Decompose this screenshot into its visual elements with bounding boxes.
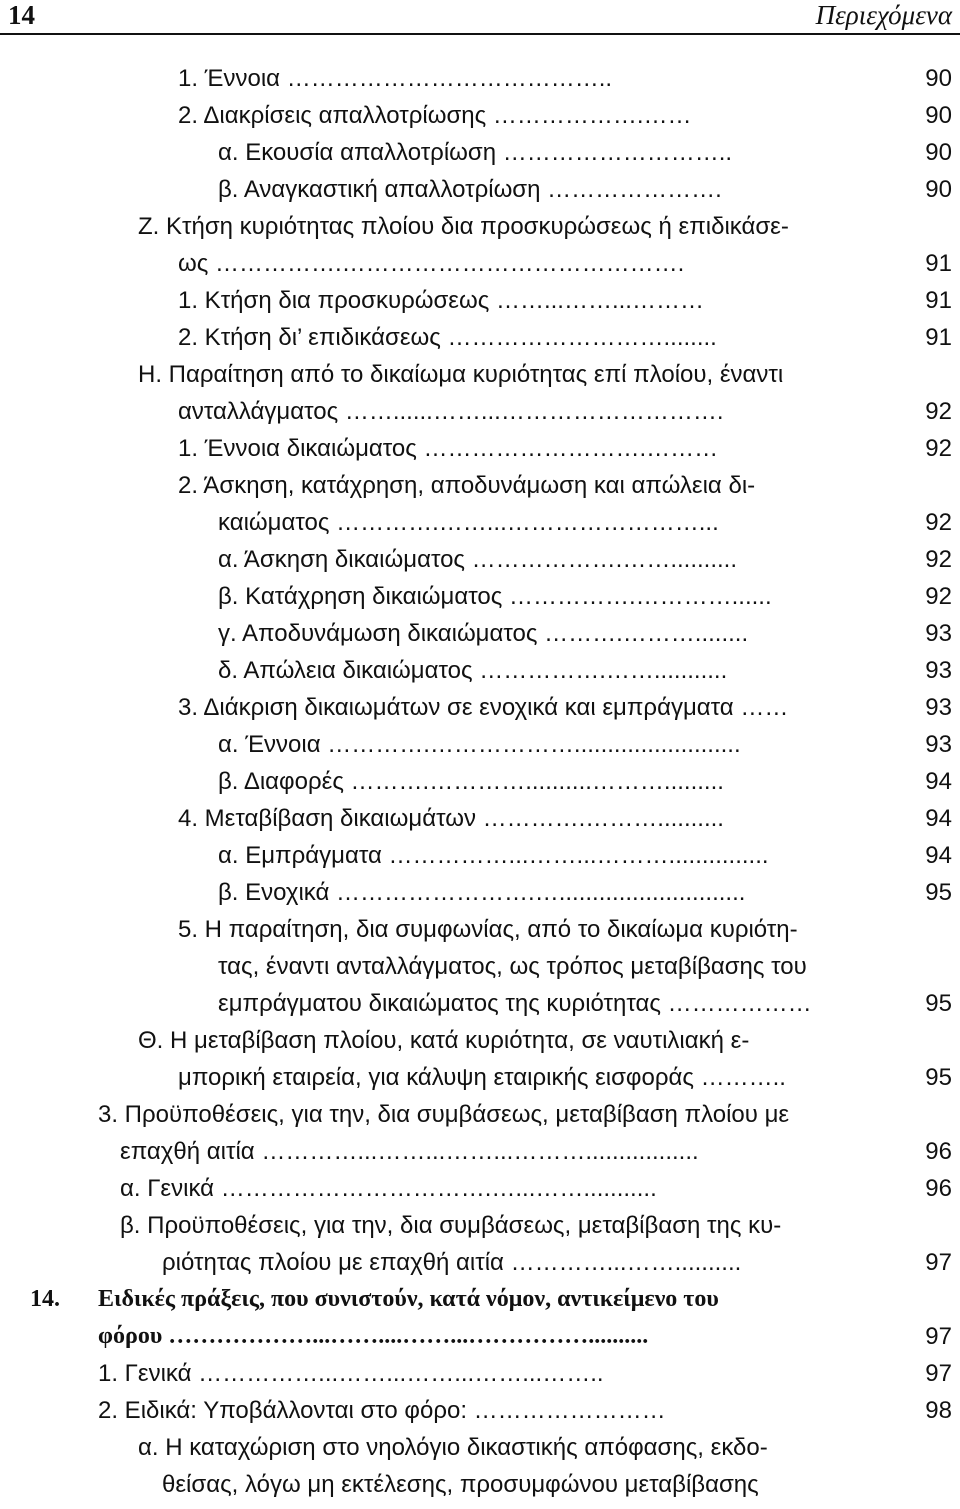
toc-entry [0,1244,960,1281]
toc-entry-text: καιώματος ………….……...……………………... [218,509,719,536]
toc-entry-page: 90 [925,65,952,92]
toc-entry [0,171,960,208]
toc-entry-text: α. Άσκηση δικαιώματος ……………….…….......... [218,546,738,573]
toc-entry-page: 93 [925,731,952,758]
toc-entry-text: 3. Διάκριση δικαιωμάτων σε ενοχικά και εμπράγματα …… [178,694,789,721]
toc-entry [0,578,960,615]
toc-entry-text: α. Η καταχώριση στο νηολόγιο δικαστικής απόφασης, εκδο- [138,1434,768,1461]
toc-entry-text: Ζ. Κτήση κυριότητας πλοίου δια προσκυρώσεως ή επιδικάσε- [138,213,789,240]
toc-entry [0,1429,960,1466]
toc-entry-page: 92 [925,583,952,610]
toc-entry [0,356,960,393]
toc-entry [0,467,960,504]
toc-entry-text: 4. Μεταβίβαση δικαιωμάτων ………….……….......... [178,805,724,832]
toc-entry-text: 2. Ειδικά: Υποβάλλονται στο φόρο: …………………… [98,1397,666,1424]
toc-entry-text: β. Κατάχρηση δικαιώματος …………….…………...... [218,583,772,610]
toc-entry [0,1318,960,1355]
toc-entry-text: α. Έννοια ………….………………......................... [218,731,741,758]
page-number: 14 [8,0,35,30]
toc-entry-text: δ. Απώλεια δικαιώματος …………….……........... [218,657,728,684]
toc-entry-text: τας, έναντι ανταλλάγματος, ως τρόπος μεταβίβασης του [218,953,807,980]
toc-entry-text: ως …………….……………………………………. [178,250,685,277]
toc-entry [0,60,960,97]
running-title: Περιεχόμενα [815,0,952,30]
toc-entry-text: Η. Παραίτηση από το δικαίωμα κυριότητας επί πλοίου, έναντι [138,361,784,388]
toc-entry-page: 93 [925,620,952,647]
toc-entry [0,97,960,134]
toc-entry [0,1059,960,1096]
toc-entry [0,1096,960,1133]
toc-entry [0,319,960,356]
toc-entry-page: 95 [925,879,952,906]
toc-entry [0,911,960,948]
toc-entry-page: 90 [925,102,952,129]
toc-entry-page: 97 [925,1323,952,1350]
toc-entry-page: 92 [925,509,952,536]
toc-entry [0,689,960,726]
toc-entry [0,134,960,171]
toc-entry [0,874,960,911]
toc-entry [0,393,960,430]
toc-entry-text: μπορική εταιρεία, για κάλυψη εταιρικής εισφοράς ……….. [178,1064,786,1091]
toc-entry-page: 96 [925,1175,952,1202]
toc-entry [0,430,960,467]
toc-entry-text: β. Προϋποθέσεις, για την, δια συμβάσεως, μεταβίβαση της κυ- [120,1212,782,1239]
toc-entry-text: Θ. Η μεταβίβαση πλοίου, κατά κυριότητα, σε ναυτιλιακή ε- [138,1027,750,1054]
toc-entry [0,1466,960,1503]
toc-entry [0,1170,960,1207]
toc-entry-text: α. Γενικά …………………………….…...……........... [120,1175,657,1202]
toc-entry [0,1355,960,1392]
toc-entry [0,652,960,689]
toc-entry [0,615,960,652]
toc-entry-page: 92 [925,546,952,573]
toc-entry [0,837,960,874]
toc-entry-page: 92 [925,398,952,425]
toc-entry-page: 91 [925,324,952,351]
toc-entry [0,1392,960,1429]
toc-entry-text: 2. Κτήση δι’ επιδικάσεως ………………………........ [178,324,717,351]
toc-entry-text: ανταλλάγματος ……......……...………………………. [178,398,724,425]
toc-entry [0,763,960,800]
toc-entry-text: β. Ενοχικά …………………….…............................ [218,879,746,906]
toc-entry [0,800,960,837]
toc-entry-page: 97 [925,1249,952,1276]
toc-entry-text: β. Αναγκαστική απαλλοτρίωση …………………. [218,176,722,203]
toc-entry-text: β. Διαφορές ……….…………..........………......... [218,768,724,795]
toc-entry-text: α. Εκουσία απαλλοτρίωση ……………………….. [218,139,733,166]
toc-entry-page: 90 [925,176,952,203]
toc-entry [0,245,960,282]
toc-entry-text: 1. Γενικά ……………...……...……...……...…….. [98,1360,604,1387]
toc-entry-page: 94 [925,842,952,869]
toc-entry-text: φόρου ………………...……....……...…………….......... [98,1323,649,1349]
toc-entry-page: 90 [925,139,952,166]
toc-entry-text: εμπράγματου δικαιώματος της κυριότητας ……………… [218,990,812,1017]
toc-entry [0,1133,960,1170]
toc-entry [0,1022,960,1059]
toc-entry-page: 92 [925,435,952,462]
toc-entry-text: 2. Άσκηση, κατάχρηση, αποδυνάμωση και απώλεια δι- [178,472,756,499]
toc-entry-text: επαχθή αιτία …………...……...……...………................. [120,1138,699,1165]
toc-entry [0,948,960,985]
toc-entry-page: 98 [925,1397,952,1424]
toc-entry-text: ριότητας πλοίου με επαχθή αιτία …………...…….......... [162,1249,742,1276]
toc-entry-text: 3. Προϋποθέσεις, για την, δια συμβάσεως, μεταβίβαση πλοίου με [98,1101,790,1128]
header-rule [0,33,960,35]
toc-entry [0,1207,960,1244]
toc-entry-text: 5. Η παραίτηση, δια συμφωνίας, από το δικαίωμα κυριότη- [178,916,798,943]
toc-entry-page: 93 [925,657,952,684]
toc-entry [0,985,960,1022]
toc-section-title: Ειδικές πράξεις, που συνιστούν, κατά νόμον, αντικείμενο του [98,1286,719,1312]
toc-section-number: 14. [30,1286,60,1312]
toc-entry-text: θείσας, λόγω μη εκτέλεσης, προσυμφώνου μεταβίβασης [162,1471,759,1498]
toc-entry-page: 95 [925,990,952,1017]
toc-entry-page: 93 [925,694,952,721]
toc-entry-page: 91 [925,287,952,314]
toc-entry-text: γ. Αποδυνάμωση δικαιώματος ……….………........ [218,620,749,647]
toc-entry [0,208,960,245]
toc-entry-page: 94 [925,805,952,832]
toc-entry-page: 94 [925,768,952,795]
toc-entry [0,726,960,763]
toc-entry-text: 1. Έννοια ………………………………….. [178,65,613,92]
toc-entry-page: 95 [925,1064,952,1091]
toc-entry [0,504,960,541]
toc-section [0,1281,960,1318]
toc-entry-text: 1. Έννοια δικαιώματος ……………………….……… [178,435,719,462]
toc-entry-page: 96 [925,1138,952,1165]
toc-entry [0,541,960,578]
toc-entry-page: 97 [925,1360,952,1387]
toc-entry-text: 2. Διακρίσεις απαλλοτρίωσης ……………….…… [178,102,692,129]
toc-entry-text: α. Εμπράγματα ……………...……...………............... [218,842,769,869]
toc-entry-page: 91 [925,250,952,277]
toc-entry-text: 1. Κτήση δια προσκυρώσεως ……...……...……… [178,287,704,314]
toc-entry [0,282,960,319]
